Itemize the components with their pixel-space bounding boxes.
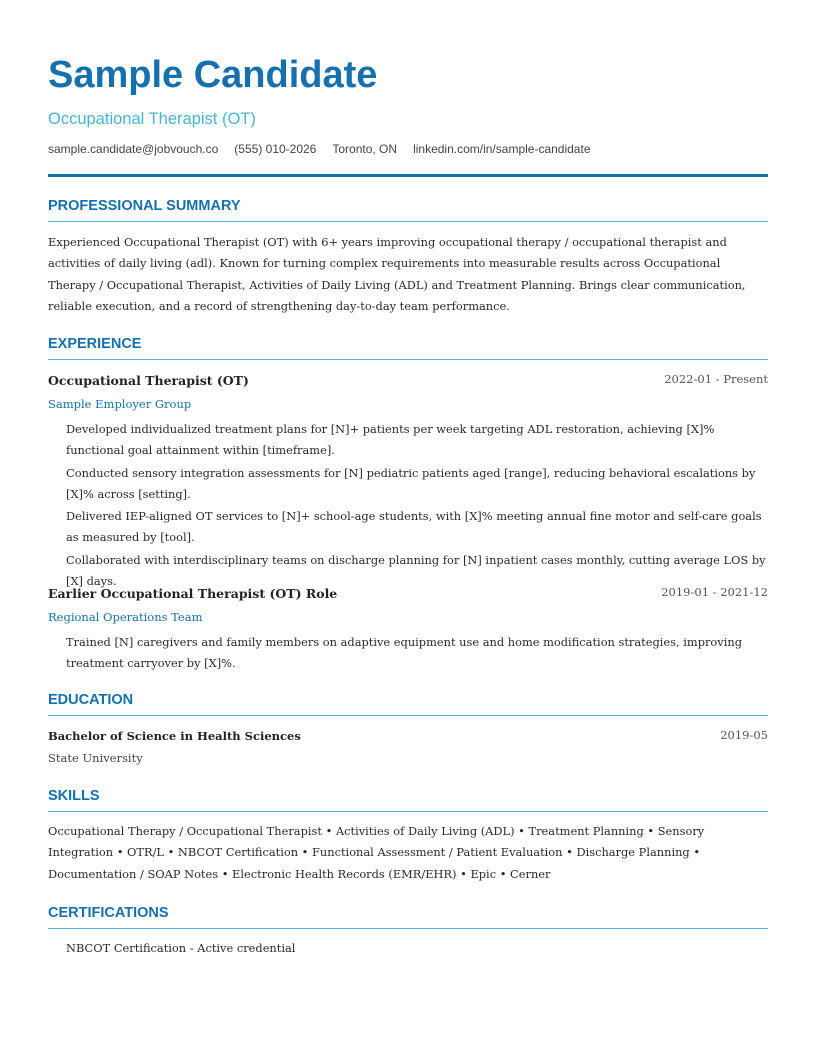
contact-line — [48, 141, 607, 157]
job-bullet: Collaborated with interdisciplinary teams on discharge planning for [N] inpatient cases monthly, cutting average LOS by [X] days. — [66, 552, 766, 588]
job-dates: 2019-01 - 2021-12 — [661, 585, 768, 599]
job-title: Occupational Therapist (OT) — [48, 373, 249, 388]
education-school: State University — [48, 751, 143, 765]
candidate-title: Occupational Therapist (OT) — [48, 110, 256, 128]
summary-heading: PROFESSIONAL SUMMARY — [48, 198, 241, 214]
header-divider — [48, 174, 768, 177]
education-section-header — [48, 690, 768, 716]
job-bullet: Conducted sensory integration assessments for [N] pediatric patients aged [range], reducing behavioral escalations by [X]% across [setting]. — [66, 465, 756, 501]
job-bullet: Trained [N] caregivers and family members on adaptive equipment use and home modification strategies, improving treatment carryover by [X]%. — [66, 635, 742, 670]
job-bullet: Developed individualized treatment plans for [N]+ patients per week targeting ADL restoration, achieving [X]% functional goal attainment within [timeframe]. — [66, 422, 715, 457]
experience-section-header — [48, 334, 768, 360]
education-degree: Bachelor of Science in Health Sciences — [48, 729, 301, 743]
job-bullet: Delivered IEP-aligned OT services to [N]+ school-age students, with [X]% meeting annual fine motor and self-care goals as measured by [tool]. — [66, 509, 762, 544]
skills-heading: SKILLS — [48, 788, 100, 804]
experience-heading: EXPERIENCE — [48, 336, 142, 352]
job-bullets — [66, 419, 768, 593]
contact-location: Toronto, ON — [332, 142, 398, 156]
contact-linkedin[interactable]: linkedin.com/in/sample-candidate — [413, 142, 591, 156]
skills-text: Occupational Therapy / Occupational Therapist • Activities of Daily Living (ADL) • Treatment Planning • Sensory Integration • OTR/L • NBCOT Certification • Functional Assessment / Patient Evaluation • Discharge Planning • Documentation / SOAP Notes • Electronic Health Records (EMR/EHR) • Epic • Cerner — [48, 824, 705, 881]
education-heading: EDUCATION — [48, 692, 134, 708]
skills-section-header — [48, 786, 768, 812]
summary-text: Experienced Occupational Therapist (OT) with 6+ years improving occupational therapy / occupational therapist and activities of daily living (adl). Known for turning complex requirements into measurable results across Occupational Therapy / Occupational Therapist, Activities of Daily Living (ADL) and Treatment Planning. Brings clear communication, reliable execution, and a record of strengthening day-to-day team performance. — [48, 235, 746, 314]
contact-phone: (555) 010-2026 — [234, 142, 317, 156]
job-employer: Sample Employer Group — [48, 397, 192, 411]
job-title: Earlier Occupational Therapist (OT) Role — [48, 586, 338, 601]
candidate-name: Sample Candidate — [48, 54, 378, 96]
job-bullets — [66, 632, 768, 676]
certification-item: NBCOT Certification - Active credential — [66, 941, 296, 955]
job-employer: Regional Operations Team — [48, 610, 203, 624]
summary-section-header — [48, 196, 768, 222]
certifications-section-header — [48, 903, 768, 929]
education-date: 2019-05 — [720, 728, 768, 742]
contact-email[interactable]: sample.candidate@jobvouch.co — [48, 142, 219, 156]
certifications-heading: CERTIFICATIONS — [48, 905, 169, 921]
job-dates: 2022-01 - Present — [664, 372, 768, 386]
